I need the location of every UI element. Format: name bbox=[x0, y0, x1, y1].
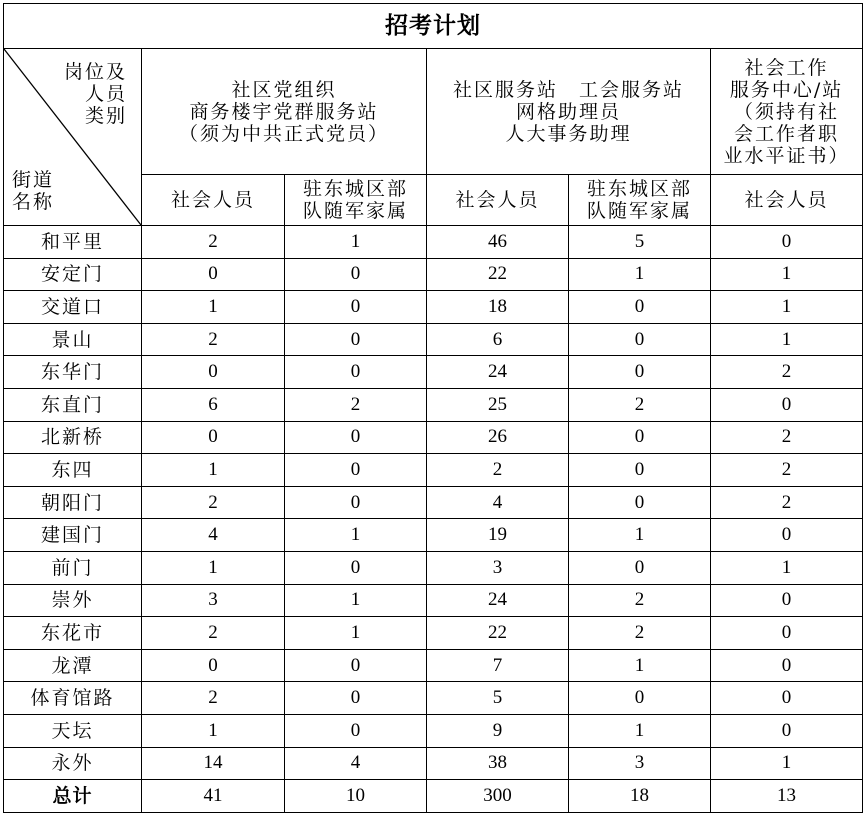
group-header-social-work-center: 社会工作 服务中心/站 （须持有社 会工作者职 业水平证书） bbox=[711, 49, 863, 175]
quota-cell: 4 bbox=[427, 486, 569, 519]
total-cell: 10 bbox=[285, 780, 427, 813]
quota-cell: 0 bbox=[285, 323, 427, 356]
quota-cell: 0 bbox=[285, 486, 427, 519]
quota-cell: 0 bbox=[142, 421, 285, 454]
quota-cell: 2 bbox=[569, 388, 711, 421]
quota-cell: 1 bbox=[285, 617, 427, 650]
quota-cell: 0 bbox=[569, 421, 711, 454]
total-cell: 300 bbox=[427, 780, 569, 813]
quota-cell: 0 bbox=[711, 519, 863, 552]
table-row bbox=[4, 291, 863, 324]
quota-cell: 2 bbox=[142, 226, 285, 259]
quota-cell: 0 bbox=[711, 226, 863, 259]
quota-cell: 0 bbox=[569, 486, 711, 519]
table-row bbox=[4, 258, 863, 291]
quota-cell: 3 bbox=[142, 584, 285, 617]
street-name-cell: 东直门 bbox=[4, 388, 142, 421]
total-cell: 13 bbox=[711, 780, 863, 813]
street-name-cell: 交道口 bbox=[4, 291, 142, 324]
street-name-cell: 永外 bbox=[4, 747, 142, 780]
street-name-cell: 安定门 bbox=[4, 258, 142, 291]
quota-cell: 2 bbox=[711, 454, 863, 487]
quota-cell: 2 bbox=[142, 486, 285, 519]
quota-cell: 22 bbox=[427, 258, 569, 291]
quota-cell: 22 bbox=[427, 617, 569, 650]
quota-cell: 1 bbox=[142, 551, 285, 584]
quota-cell: 0 bbox=[711, 584, 863, 617]
quota-cell: 24 bbox=[427, 584, 569, 617]
corner-header-cell bbox=[4, 49, 142, 226]
quota-cell: 1 bbox=[142, 714, 285, 747]
quota-cell: 2 bbox=[711, 421, 863, 454]
street-name-cell: 东花市 bbox=[4, 617, 142, 650]
quota-cell: 2 bbox=[142, 323, 285, 356]
street-name-cell: 天坛 bbox=[4, 714, 142, 747]
quota-cell: 1 bbox=[711, 323, 863, 356]
quota-cell: 2 bbox=[427, 454, 569, 487]
quota-cell: 2 bbox=[711, 486, 863, 519]
street-name-cell: 崇外 bbox=[4, 584, 142, 617]
table-title: 招考计划 bbox=[4, 4, 863, 49]
table-row bbox=[4, 388, 863, 421]
total-label: 总计 bbox=[4, 780, 142, 813]
street-name-cell: 和平里 bbox=[4, 226, 142, 259]
quota-cell: 0 bbox=[569, 551, 711, 584]
subheader-military-family: 驻东城区部 队随军家属 bbox=[285, 175, 427, 226]
corner-label-position-type: 岗位及 人员 类别 bbox=[63, 61, 127, 127]
subheader-social-personnel: 社会人员 bbox=[427, 175, 569, 226]
table-row bbox=[4, 649, 863, 682]
street-name-cell: 东四 bbox=[4, 454, 142, 487]
quota-cell: 0 bbox=[285, 551, 427, 584]
total-row bbox=[4, 780, 863, 813]
quota-cell: 3 bbox=[427, 551, 569, 584]
total-cell: 18 bbox=[569, 780, 711, 813]
street-name-cell: 景山 bbox=[4, 323, 142, 356]
quota-cell: 0 bbox=[285, 258, 427, 291]
quota-cell: 0 bbox=[569, 682, 711, 715]
quota-cell: 1 bbox=[285, 584, 427, 617]
quota-cell: 0 bbox=[285, 291, 427, 324]
quota-cell: 1 bbox=[142, 454, 285, 487]
quota-cell: 0 bbox=[711, 388, 863, 421]
quota-cell: 0 bbox=[569, 323, 711, 356]
quota-cell: 1 bbox=[711, 291, 863, 324]
street-name-cell: 朝阳门 bbox=[4, 486, 142, 519]
table-row bbox=[4, 421, 863, 454]
quota-cell: 5 bbox=[427, 682, 569, 715]
quota-cell: 0 bbox=[569, 454, 711, 487]
table-row bbox=[4, 617, 863, 650]
table-row bbox=[4, 356, 863, 389]
table-row bbox=[4, 486, 863, 519]
street-name-cell: 体育馆路 bbox=[4, 682, 142, 715]
quota-cell: 2 bbox=[569, 617, 711, 650]
quota-cell: 0 bbox=[569, 291, 711, 324]
table-row bbox=[4, 551, 863, 584]
quota-cell: 0 bbox=[711, 649, 863, 682]
group-header-party-organization: 社区党组织 商务楼宇党群服务站 （须为中共正式党员） bbox=[142, 49, 427, 175]
quota-cell: 38 bbox=[427, 747, 569, 780]
quota-cell: 0 bbox=[285, 454, 427, 487]
quota-cell: 1 bbox=[711, 747, 863, 780]
quota-cell: 1 bbox=[569, 258, 711, 291]
quota-cell: 7 bbox=[427, 649, 569, 682]
quota-cell: 0 bbox=[285, 421, 427, 454]
quota-cell: 2 bbox=[142, 682, 285, 715]
quota-cell: 1 bbox=[285, 226, 427, 259]
quota-cell: 6 bbox=[142, 388, 285, 421]
street-name-cell: 前门 bbox=[4, 551, 142, 584]
quota-cell: 25 bbox=[427, 388, 569, 421]
quota-cell: 9 bbox=[427, 714, 569, 747]
quota-cell: 1 bbox=[569, 519, 711, 552]
table-row bbox=[4, 584, 863, 617]
quota-cell: 2 bbox=[569, 584, 711, 617]
quota-cell: 19 bbox=[427, 519, 569, 552]
quota-cell: 1 bbox=[569, 649, 711, 682]
quota-cell: 1 bbox=[711, 258, 863, 291]
street-name-cell: 东华门 bbox=[4, 356, 142, 389]
quota-cell: 0 bbox=[142, 356, 285, 389]
quota-cell: 6 bbox=[427, 323, 569, 356]
subheader-social-personnel: 社会人员 bbox=[711, 175, 863, 226]
quota-cell: 46 bbox=[427, 226, 569, 259]
subheader-social-personnel: 社会人员 bbox=[142, 175, 285, 226]
quota-cell: 4 bbox=[285, 747, 427, 780]
quota-cell: 0 bbox=[285, 714, 427, 747]
quota-cell: 14 bbox=[142, 747, 285, 780]
table-row bbox=[4, 682, 863, 715]
quota-cell: 0 bbox=[711, 682, 863, 715]
table-row bbox=[4, 226, 863, 259]
table-row bbox=[4, 519, 863, 552]
quota-cell: 3 bbox=[569, 747, 711, 780]
quota-cell: 4 bbox=[142, 519, 285, 552]
recruitment-plan-table bbox=[3, 3, 863, 813]
quota-cell: 24 bbox=[427, 356, 569, 389]
street-name-cell: 建国门 bbox=[4, 519, 142, 552]
quota-cell: 1 bbox=[569, 714, 711, 747]
quota-cell: 1 bbox=[142, 291, 285, 324]
subheader-military-family: 驻东城区部 队随军家属 bbox=[569, 175, 711, 226]
table-row bbox=[4, 714, 863, 747]
group-header-community-service: 社区服务站 工会服务站 网格助理员 人大事务助理 bbox=[427, 49, 711, 175]
quota-cell: 0 bbox=[285, 649, 427, 682]
quota-cell: 5 bbox=[569, 226, 711, 259]
street-name-cell: 龙潭 bbox=[4, 649, 142, 682]
quota-cell: 1 bbox=[285, 519, 427, 552]
quota-cell: 18 bbox=[427, 291, 569, 324]
corner-label-street-name: 街道 名称 bbox=[12, 169, 55, 213]
quota-cell: 2 bbox=[285, 388, 427, 421]
street-name-cell: 北新桥 bbox=[4, 421, 142, 454]
quota-cell: 26 bbox=[427, 421, 569, 454]
quota-cell: 1 bbox=[711, 551, 863, 584]
quota-cell: 0 bbox=[569, 356, 711, 389]
quota-cell: 0 bbox=[142, 649, 285, 682]
quota-cell: 0 bbox=[711, 714, 863, 747]
quota-cell: 0 bbox=[285, 682, 427, 715]
quota-cell: 0 bbox=[285, 356, 427, 389]
quota-cell: 0 bbox=[711, 617, 863, 650]
quota-cell: 2 bbox=[711, 356, 863, 389]
table-row bbox=[4, 323, 863, 356]
quota-cell: 0 bbox=[142, 258, 285, 291]
total-cell: 41 bbox=[142, 780, 285, 813]
recruitment-plan-table-container bbox=[3, 3, 862, 813]
quota-cell: 2 bbox=[142, 617, 285, 650]
table-row bbox=[4, 454, 863, 487]
table-row bbox=[4, 747, 863, 780]
